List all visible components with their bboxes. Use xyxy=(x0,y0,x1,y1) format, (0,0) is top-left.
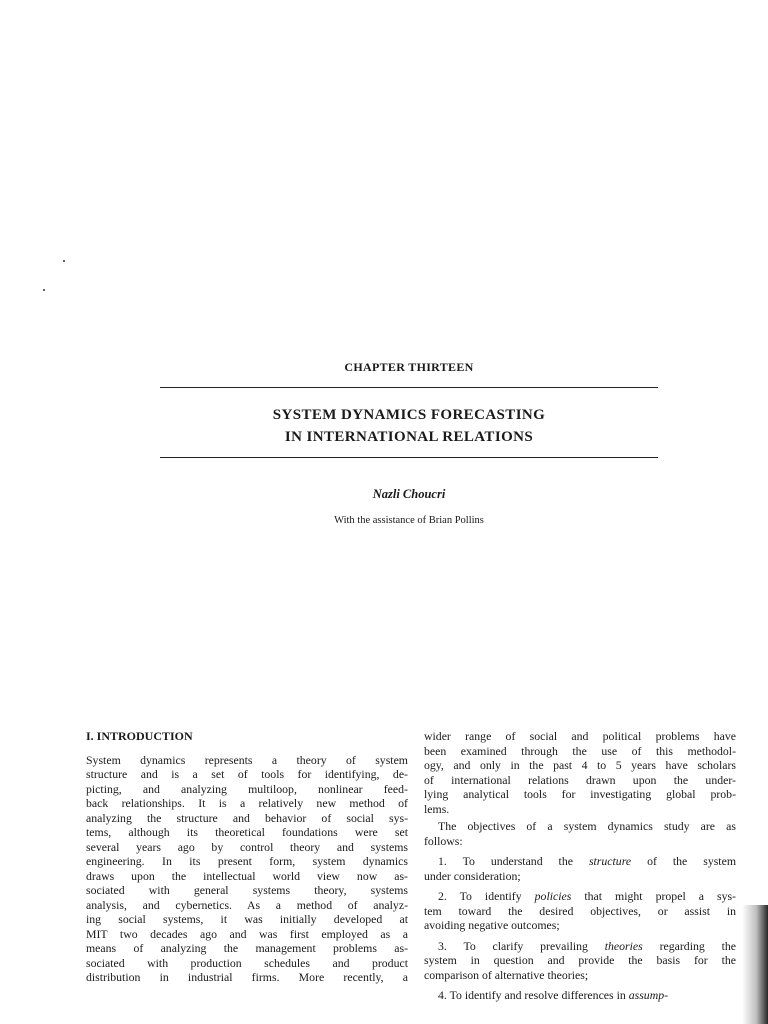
text-run: that might propel a sys- xyxy=(571,889,736,903)
text-line: structure and is a set of tools for identifying, de- xyxy=(86,767,408,781)
text-line: engineering. In its present form, system dynamics xyxy=(86,854,408,868)
text-line: means of analyzing the management problems as- xyxy=(86,941,408,955)
text-line: ing social systems, it was initially developed at xyxy=(86,912,408,926)
emphasis: assump- xyxy=(628,988,669,1002)
text-line: picting, and analyzing multiloop, nonlinear feed- xyxy=(86,781,408,796)
text-run: 4. To identify and resolve differences in xyxy=(438,988,629,1002)
scan-edge-shadow xyxy=(742,905,768,1024)
text-line: tem toward the desired objectives, or assist in xyxy=(424,903,736,918)
text-line: system in question and provide the basis for the xyxy=(424,953,736,967)
intro-paragraph xyxy=(86,753,408,985)
emphasis: theories xyxy=(604,938,643,953)
objectives-intro xyxy=(424,819,736,848)
text-line: analyzing the structure and behavior of social sys- xyxy=(86,810,408,825)
scan-speck xyxy=(43,289,45,291)
text-line: sociated with production schedules and product xyxy=(86,955,408,970)
objective-item-4 xyxy=(424,988,736,1003)
text-line: of international relations drawn upon the under- xyxy=(424,772,736,787)
scan-speck xyxy=(63,260,65,262)
emphasis: policies xyxy=(534,889,572,903)
text-line: avoiding negative outcomes; xyxy=(424,918,560,932)
text-run: 2. To identify xyxy=(438,889,535,903)
assistance-credit: With the assistance of Brian Pollins xyxy=(334,515,484,526)
text-line: lying analytical tools for investigating global prob- xyxy=(424,787,736,801)
author-name: Nazli Choucri xyxy=(372,487,446,501)
text-line: comparison of alternative theories; xyxy=(424,967,589,982)
text-line: follows: xyxy=(424,833,463,848)
emphasis: structure xyxy=(588,854,632,868)
text-line: back relationships. It is a relatively new method of xyxy=(86,796,408,810)
objective-item-3 xyxy=(424,939,736,983)
section-heading: I. INTRODUCTION xyxy=(86,729,193,743)
text-line: ogy, and only in the past 4 to 5 years have scholars xyxy=(424,758,736,772)
right-column xyxy=(424,729,736,1003)
text-line: MIT two decades ago and was first employed as a xyxy=(86,926,408,941)
text-line: under consideration; xyxy=(424,868,521,883)
text-run: of the system xyxy=(631,854,736,868)
text-line xyxy=(424,889,736,904)
text-line xyxy=(424,854,736,869)
text-line: lems. xyxy=(424,801,450,816)
continuation-paragraph xyxy=(424,729,736,816)
text-line: System dynamics represents a theory of system xyxy=(86,752,408,767)
text-run: regarding the xyxy=(642,938,736,953)
text-run: 3. To clarify prevailing xyxy=(438,938,605,953)
left-column xyxy=(86,729,408,985)
title-rule-bottom xyxy=(160,457,658,458)
text-line: draws upon the intellectual world view now as- xyxy=(86,868,408,883)
objective-item-1 xyxy=(424,854,736,883)
text-line: sociated with general systems theory, systems xyxy=(86,883,408,897)
chapter-label: CHAPTER THIRTEEN xyxy=(344,360,474,374)
text-line: distribution in industrial firms. More recently, a xyxy=(86,970,408,984)
text-line: been examined through the use of this methodol- xyxy=(424,743,736,758)
text-line: analysis, and cybernetics. As a method of analyz- xyxy=(86,897,408,912)
text-line: tems, although its theoretical foundations were set xyxy=(86,825,408,839)
text-line xyxy=(424,939,736,954)
text-line xyxy=(424,988,736,1003)
text-line: several years ago by control theory and systems xyxy=(86,839,408,854)
text-line: wider range of social and political problems have xyxy=(424,729,736,743)
chapter-title-line: SYSTEM DYNAMICS FORECASTING xyxy=(272,407,546,423)
text-run: 1. To understand the xyxy=(438,854,589,868)
objective-item-2 xyxy=(424,889,736,933)
chapter-title xyxy=(160,404,658,448)
chapter-title-line: IN INTERNATIONAL RELATIONS xyxy=(284,429,534,445)
text-line: The objectives of a system dynamics study are as xyxy=(438,819,736,833)
title-rule-top xyxy=(160,387,658,388)
